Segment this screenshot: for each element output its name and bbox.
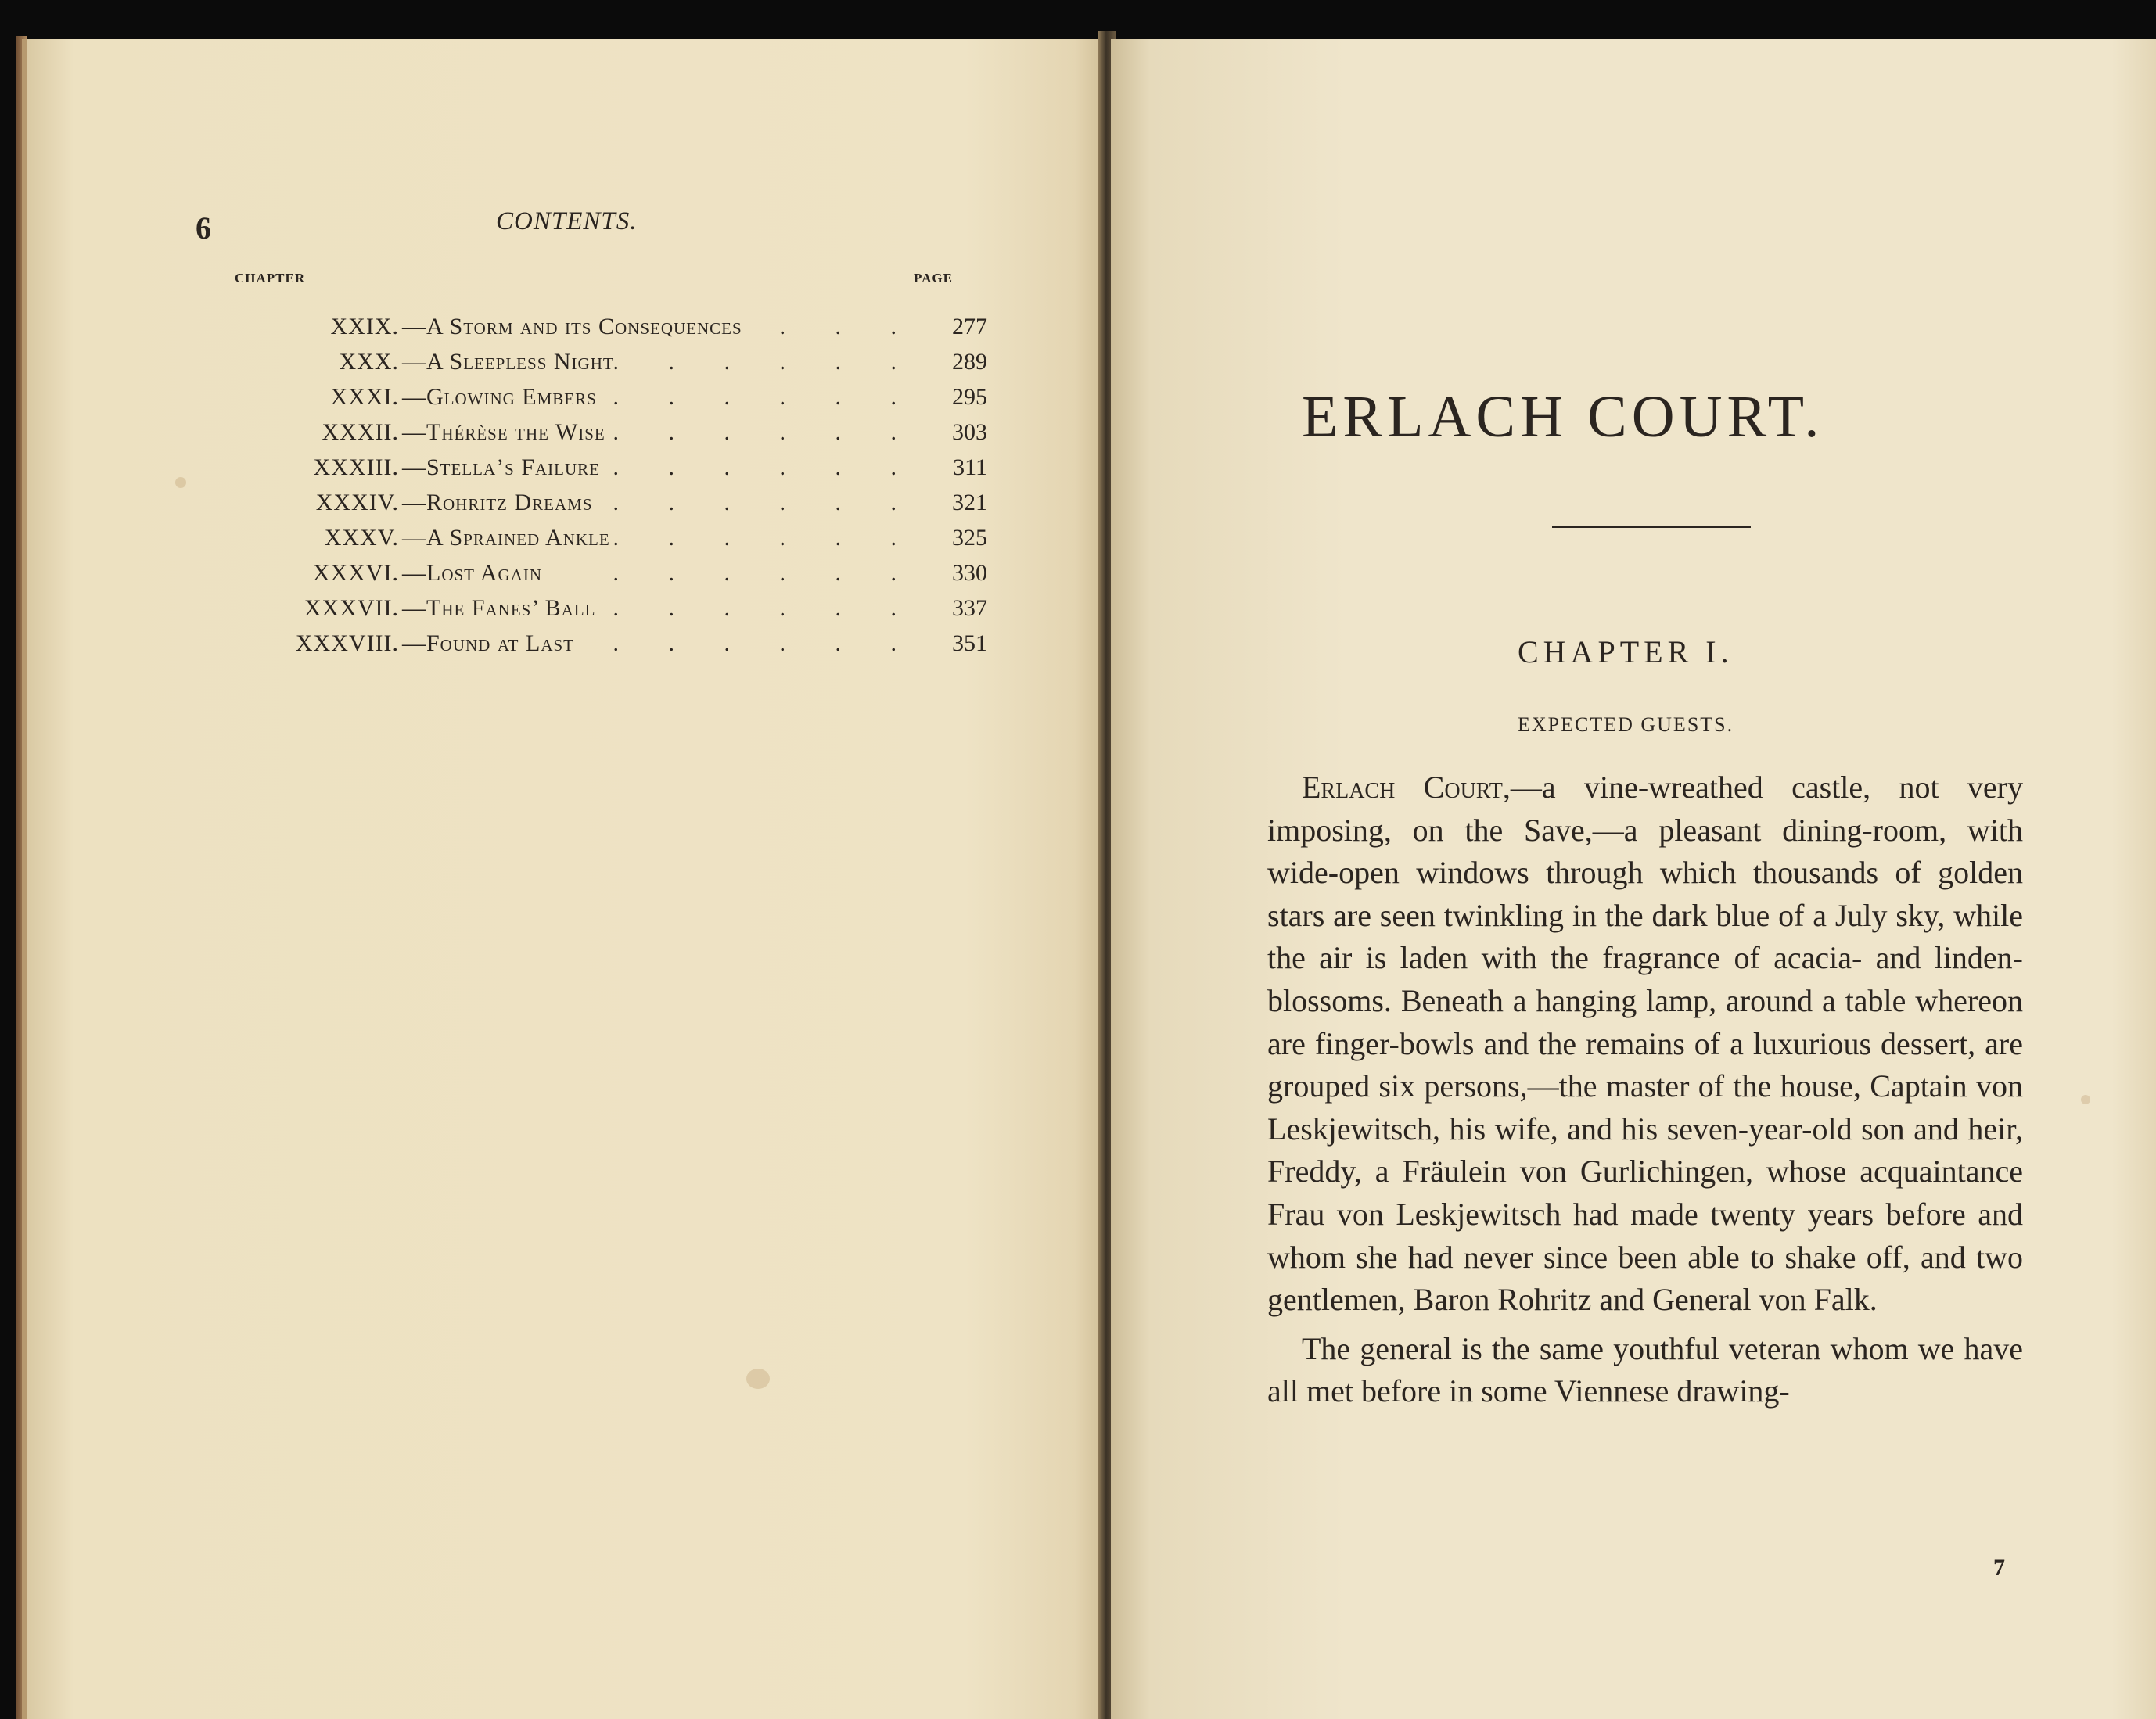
- book-title: ERLACH COURT.: [1302, 384, 1824, 450]
- chapter-title: —The Fanes’ Ball: [402, 595, 596, 621]
- chapter-numeral: XXXI.: [330, 384, 399, 410]
- page-column-label: PAGE: [914, 271, 953, 285]
- body-text: [1267, 766, 2023, 1419]
- chapter-title: —A Sleepless Night: [402, 349, 614, 375]
- left-page: [22, 39, 1109, 1719]
- chapter-title: —Thérèse the Wise: [402, 419, 605, 445]
- page-number: 6: [196, 210, 211, 246]
- chapter-numeral: XXXVII.: [304, 595, 399, 621]
- foxing-spot: [746, 1369, 770, 1389]
- paragraph-lead: Erlach Court: [1302, 770, 1503, 805]
- toc-entry: [183, 626, 987, 661]
- chapter-heading: CHAPTER I.: [1518, 634, 1734, 669]
- chapter-numeral: XXXIV.: [315, 490, 399, 515]
- toc-entry: [183, 415, 987, 450]
- toc-entry: [183, 556, 987, 590]
- page-ref: 325: [952, 525, 987, 551]
- toc-entry: [183, 450, 987, 485]
- toc-entry: [183, 486, 987, 520]
- chapter-title: —A Storm and its Consequences: [402, 314, 742, 339]
- right-page: [1111, 39, 2156, 1719]
- toc-entry: [183, 345, 987, 379]
- toc-entry: [183, 310, 987, 344]
- leader-dots: . . . . . .: [613, 490, 918, 515]
- leader-dots: . . . . . .: [613, 454, 918, 480]
- leader-dots: . . .: [779, 314, 918, 339]
- page-number: 7: [1993, 1555, 2005, 1581]
- page-ref: 330: [952, 560, 987, 586]
- chapter-title: —Lost Again: [402, 560, 542, 586]
- chapter-numeral: XXXII.: [322, 419, 399, 445]
- chapter-title: —Stella’s Failure: [402, 454, 601, 480]
- title-rule: [1552, 526, 1751, 528]
- chapter-numeral: XXXV.: [324, 525, 399, 551]
- page-ref: 311: [953, 454, 987, 480]
- foxing-spot: [2081, 1095, 2090, 1104]
- page-ref: 337: [952, 595, 987, 621]
- chapter-numeral: XXXIII.: [313, 454, 399, 480]
- chapter-numeral: XXX.: [339, 349, 399, 375]
- chapter-title: —Found at Last: [402, 630, 575, 656]
- page-ref: 321: [952, 490, 987, 515]
- leader-dots: . . . . . .: [613, 349, 918, 375]
- running-head: CONTENTS.: [496, 207, 638, 235]
- page-ref: 303: [952, 419, 987, 445]
- page-ref: 295: [952, 384, 987, 410]
- page-ref: 289: [952, 349, 987, 375]
- page-ref: 277: [952, 314, 987, 339]
- leader-dots: . . . . . .: [613, 595, 918, 621]
- chapter-numeral: XXXVIII.: [295, 630, 399, 656]
- toc-entry: [183, 521, 987, 555]
- chapter-title: —A Sprained Ankle: [402, 525, 610, 551]
- leader-dots: . . . . . .: [613, 419, 918, 445]
- leader-dots: . . . . . .: [613, 630, 918, 656]
- toc-entry: [183, 591, 987, 626]
- chapter-subtitle: EXPECTED GUESTS.: [1518, 713, 1734, 736]
- chapter-column-label: CHAPTER: [235, 271, 306, 285]
- paragraph: [1267, 766, 2023, 1322]
- chapter-title: —Rohritz Dreams: [402, 490, 593, 515]
- paragraph-text: ,—a vine-wreathed castle, not very imposing, on the Save,—a pleasant dining-room, with wide-open windows through which thousands of golden stars are seen twinkling in the dark blue of a July sky, while the air is laden with the fragrance of acacia- and linden-blossoms. Beneath a hanging lamp, around a table whereon are finger-bowls and the remains of a luxurious dessert, are grouped six persons,—the master of the house, Captain von Leskjewitsch, his wife, and his seven-year-old son and heir, Freddy, a Fräulein von Gurlichingen, whose acquaintance Frau von Leskjewitsch had made twenty years before and whom she had never since been able to shake off, and two gentlemen, Baron Rohritz and General von Falk.: [1267, 770, 2023, 1318]
- leader-dots: . . . . . .: [613, 525, 918, 551]
- paragraph: The general is the same youthful veteran whom we have all met before in some Viennese drawing-: [1267, 1330, 2023, 1409]
- page-ref: 351: [952, 630, 987, 656]
- chapter-title: —Glowing Embers: [402, 384, 597, 410]
- chapter-numeral: XXXVI.: [312, 560, 399, 586]
- leader-dots: . . . . . .: [613, 384, 918, 410]
- chapter-numeral: XXIX.: [330, 314, 399, 339]
- toc-entry: [183, 380, 987, 414]
- leader-dots: . . . . . .: [613, 560, 918, 586]
